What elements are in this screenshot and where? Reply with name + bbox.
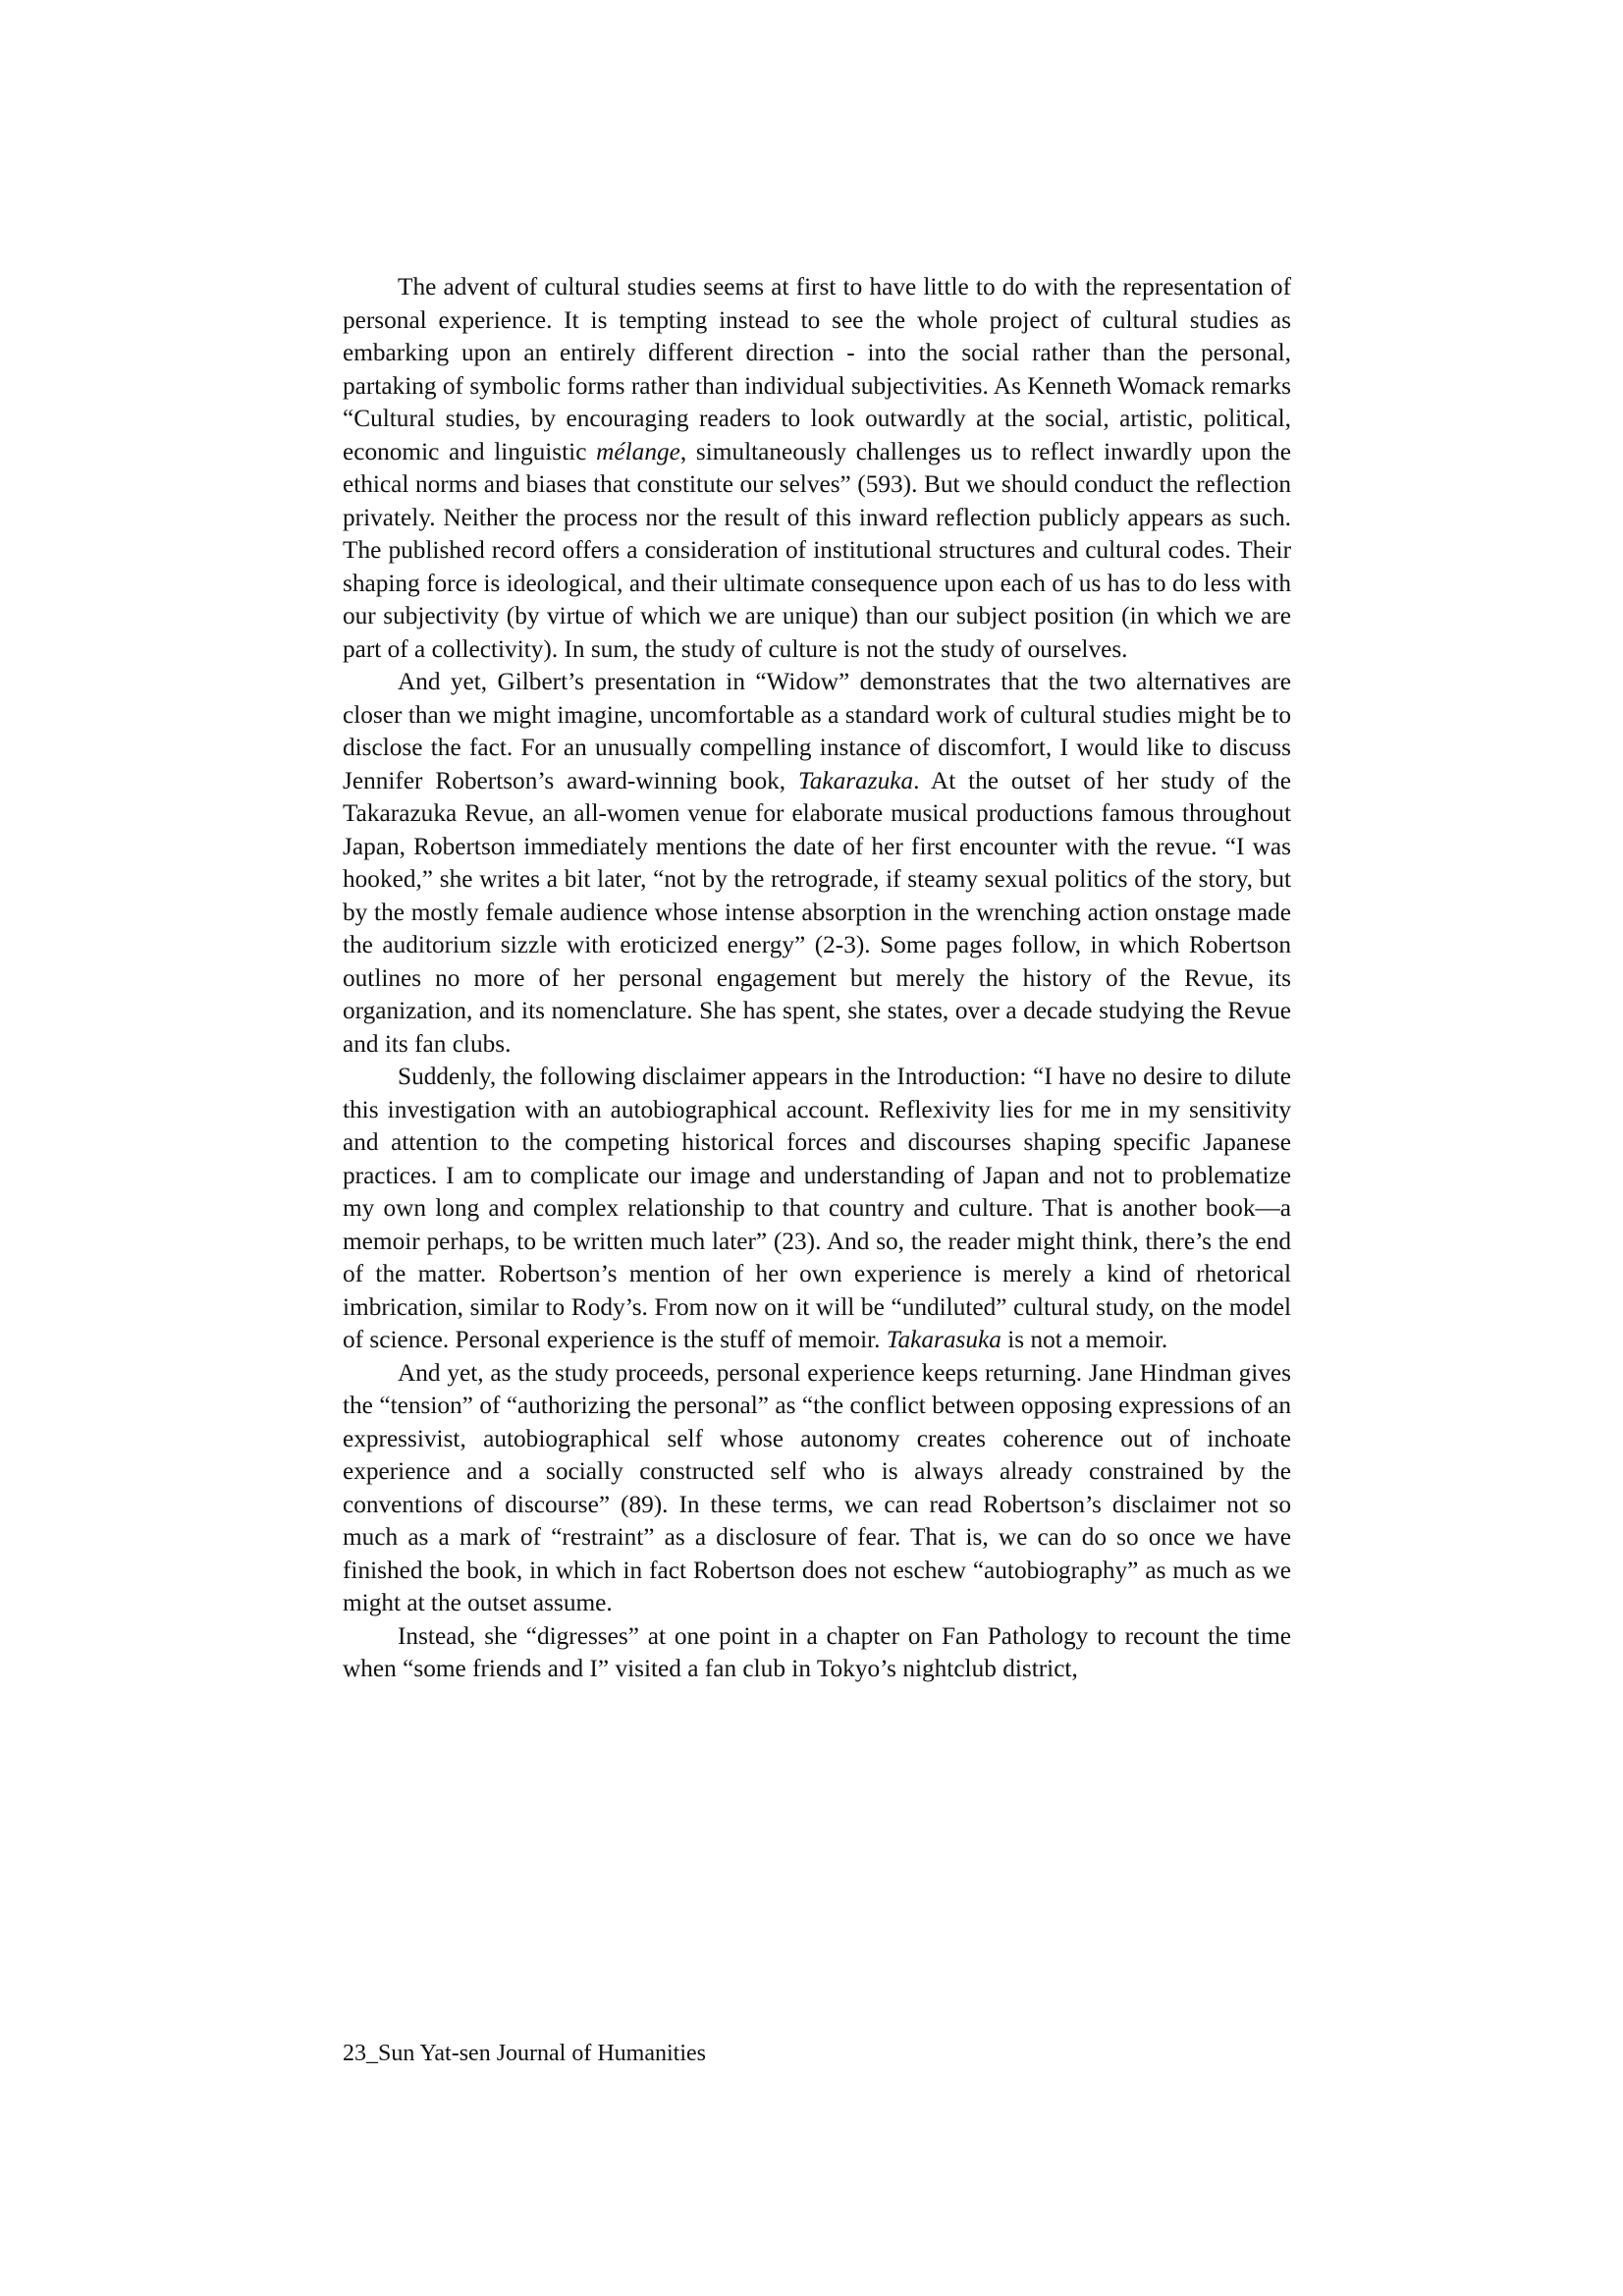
paragraph-text: , simultaneously challenges us to reflect inwardly upon the ethical norms and biases that constitute our selves” (593). But we should conduct the reflection privately. Neither the process nor the result of this inward reflection publicly appears as such. The published record offers a consideration of institutional structures and cultural codes. Their shaping force is ideological, and their ultimate consequence upon each of us has to do less with our subjectivity (by virtue of which we are unique) than our subject position (in which we are part of a collectivity). In sum, the study of culture is not the study of ourselves. [343, 437, 1291, 663]
paragraph-text: Suddenly, the following disclaimer appears in the Introduction: “I have no desire to dilute this investigation with an autobiographical account. Reflexivity lies for me in my sensitivity and attention to the competing historical forces and discourses shaping specific Japanese practices. I am to complicate our image and understanding of Japan and not to problematize my own long and complex relationship to that country and culture. That is another book—a memoir perhaps, to be written much later” (23). And so, the reader might think, there’s the end of the matter. Robertson’s mention of her own experience is merely a kind of rhetorical imbrication, similar to Rody’s. From now on it will be “undiluted” cultural study, on the model of science. Personal experience is the stuff of memoir. [343, 1063, 1291, 1353]
paragraph-3 [343, 1061, 1291, 1357]
paragraph-4 [343, 1357, 1291, 1620]
paragraph-text: And yet, as the study proceeds, personal experience keeps returning. Jane Hindman gives the “tension” of “authorizing the personal” as “the conflict between opposing expressions of an expressivist, autobiographical self whose autonomy creates coherence out of inchoate experience and a socially constructed self who is always already constrained by the conventions of discourse” (89). In these terms, we can read Robertson’s disclaimer not so much as a mark of “restraint” as a disclosure of fear. That is, we can do so once we have finished the book, in which in fact Robertson does not eschew “autobiography” as much as we might at the outset assume. [343, 1358, 1291, 1616]
italic-book-title: Takarazuka [797, 766, 914, 794]
paragraph-text: . At the outset of her study of the Takarazuka Revue, an all-women venue for elaborate musical productions famous throughout Japan, Robertson immediately mentions the date of her first encounter with the revue. “I was hooked,” she writes a bit later, “not by the retrograde, if steamy sexual politics of the story, but by the mostly female audience whose intense absorption in the wrenching action onstage made the auditorium sizzle with eroticized energy” (2-3). Some pages follow, in which Robertson outlines no more of her personal engagement but merely the history of the Revue, its organization, and its nomenclature. She has spent, she states, over a decade studying the Revue and its fan clubs. [343, 766, 1291, 1058]
paragraph-5 [343, 1620, 1291, 1686]
paragraph-text: is not a memoir. [1001, 1326, 1168, 1353]
paragraph-text: And yet, Gilbert’s presentation in “Widow” demonstrates that the two alternatives are closer than we might imagine, uncomfortable as a standard work of cultural studies might be to disclose the fact. For an unusually compelling instance of discomfort, I would like to discuss Jennifer Robertson’s award-winning book, [343, 668, 1291, 794]
page-footer: 23_Sun Yat-sen Journal of Humanities [343, 2041, 706, 2066]
paragraph-text: The advent of cultural studies seems at first to have little to do with the representation of personal experience. It is tempting instead to see the whole project of cultural studies as embarking upon an entirely different direction - into the social rather than the personal, partaking of symbolic forms rather than individual subjectivities. As Kenneth Womack remarks “Cultural studies, by encouraging readers to look outwardly at the social, artistic, political, economic and linguistic [343, 273, 1291, 465]
italic-term: mélange [596, 437, 680, 465]
italic-book-title: Takarasuka [886, 1326, 1001, 1353]
article-body [343, 271, 1291, 1686]
paragraph-1 [343, 271, 1291, 666]
paragraph-text: Instead, she “digresses” at one point in a chapter on Fan Pathology to recount the time when “some friends and I” visited a fan club in Tokyo’s nightclub district, [343, 1621, 1291, 1682]
paragraph-2 [343, 666, 1291, 1061]
